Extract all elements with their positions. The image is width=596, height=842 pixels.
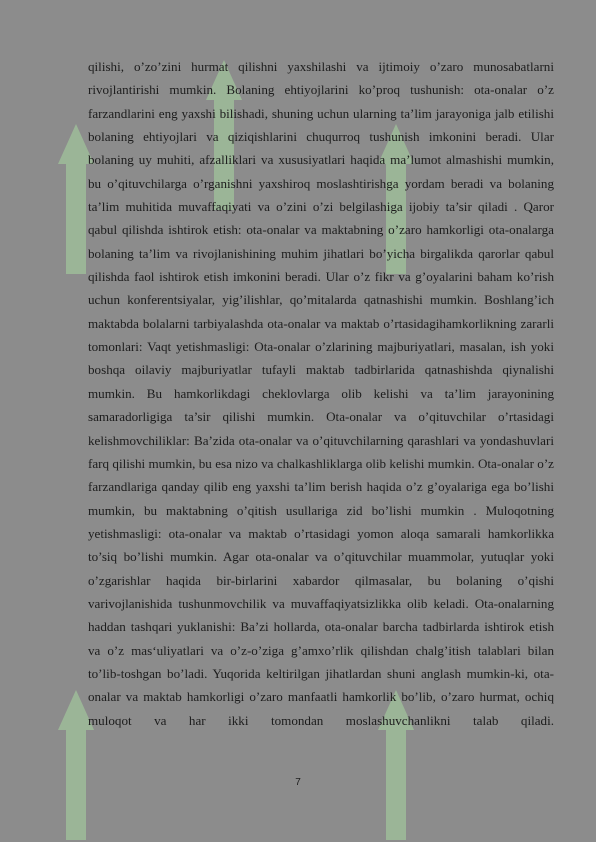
body-paragraph: qilishi, o’zo’zini hurmat qilishni yaxshilashi va ijtimoiy o’zaro munosabatlarni rivojlantirishi mumkin. Bolaning ehtiyojlarini ko’proq tushunish: ota-onalar o’z farzandlarini eng yaxshi bilishadi, shuning uchun ularning ta’lim jarayoniga jalb etilishi bolaning ehtiyojlari va qiziqishlarini chuqurroq tushunish imkonini beradi. Ular bolaning uy muhiti, afzalliklari va xususiyatlari haqida ma’lumot almashishi mumkin, bu o’qituvchilarga o’rganishni yaxshiroq moslashtirishga yordam beradi va bolaning ta’lim muhitida muvaffaqiyati va o’zini o’zi belgilashiga ijobiy ta’sir qiladi . Qaror qabul qilishda ishtirok etish: ota-onalar va maktabning o’zaro hamkorligi ota-onalarga bolaning ta’lim va rivojlanishining muhim jihatlari bo’yicha birgalikda qarorlar qabul qilishda faol ishtirok etish imkonini beradi. Ular o’z fikr va g’oyalarini baham ko’rish uchun konferentsiyalar, yig’ilishlar, qo’mitalarda qatnashishi mumkin. Boshlang’ich maktabda bolalarni tarbiyalashda ota-onalar va maktab o’rtasidagihamkorlikning zararli tomonlari: Vaqt yetishmasligi: Ota-onalar o’zlarining majburiyatlari, masalan, ish yoki boshqa oilaviy majburiyatlar tufayli maktab tadbirlarida qatnashishda qiynalishi mumkin. Bu hamkorlikdagi cheklovlarga olib kelishi va ta’lim jarayonining samaradorligiga ta’sir qilishi mumkin. Ota-onalar va o’qituvchilar o’rtasidagi kelishmovchiliklar: Ba’zida ota-onalar va o’qituvchilarning qarashlari va yondashuvlari farq qilishi mumkin, bu esa nizo va chalkashliklarga olib kelishi mumkin. Ota-onalar o’z farzandlariga qanday qilib eng yaxshi ta’lim berish haqida o’z g’oyalariga ega bo’lishi mumkin, bu maktabning o’qitish usullariga zid bo’lishi mumkin . Muloqotning yetishmasligi: ota-onalar va maktab o’rtasidagi yomon aloqa samarali hamkorlikka to’siq bo’lishi mumkin. Agar ota-onalar va o’qituvchilar muammolar, yutuqlar yoki o’zgarishlar haqida bir-birlarini xabardor qilmasalar, bu bolaning o’qishi varivojlanishida tushunmovchilik va muvaffaqiyatsizlikka olib keladi. Ota-onalarning haddan tashqari yuklanishi: Ba’zi hollarda, ota-onalar barcha tadbirlarda ishtirok etish va o’z mas‘uliyatlari va o’z-o’ziga g’amxo’rlik qilishdan chalg’itish talablari bilan to’lib-toshgan bo’ladi. Yuqorida keltirilgan jihatlardan shuni anglash mumkin-ki, ota-onalar va maktab hamkorligi o’zaro manfaatli hamkorlik bo’lib, o’zaro hurmat, ochiq muloqot va har ikki tomondan moslashuvchanlikni talab qiladi. [88,59,554,728]
page-number: 7 [295,777,301,788]
